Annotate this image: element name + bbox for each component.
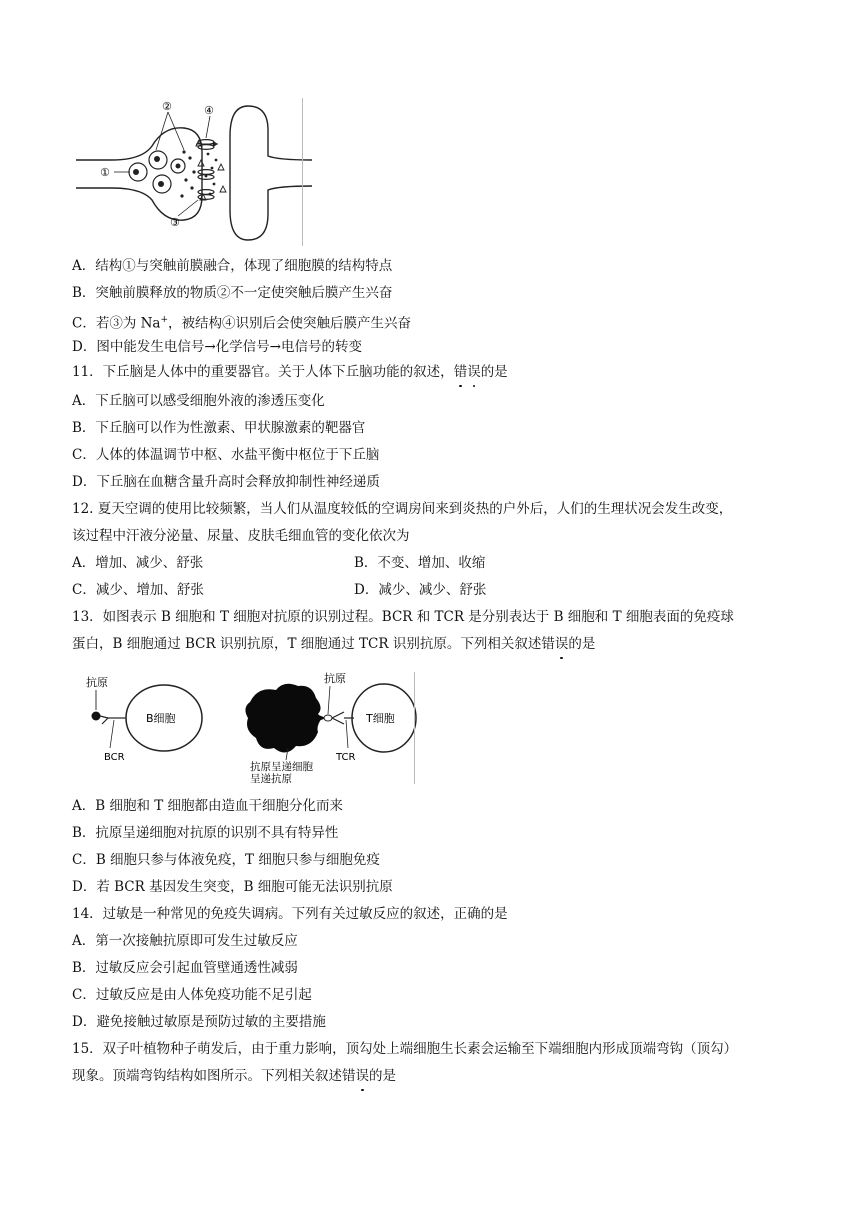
q14-option-d: D．避免接触过敏原是预防过敏的主要措施	[72, 1014, 326, 1030]
q13-option-d: D．若 BCR 基因发生突变，B 细胞可能无法识别抗原	[72, 879, 393, 895]
q10-option-c	[72, 310, 411, 334]
q13-stem-post: 的是	[568, 636, 596, 652]
q10-option-c-pre: C．若③为 Na	[72, 315, 161, 332]
label-apc-line2: 呈递抗原	[250, 773, 292, 785]
q10-option-c-post: ，被结构④识别后会使突触后膜产生兴奋	[168, 315, 412, 332]
label-t-cell: T细胞	[366, 712, 395, 725]
q11-option-b: B．下丘脑可以作为性激素、甲状腺激素的靶器官	[72, 420, 366, 436]
synapse-figure	[72, 96, 312, 248]
q11-stem-post: 的是	[480, 364, 508, 380]
q10-option-d: D．图中能发生电信号→化学信号→电信号的转变	[72, 339, 362, 355]
synapse-label-4: ④	[204, 104, 214, 117]
q15-stem-post: 的是	[369, 1068, 396, 1084]
q11-emph-1: 错	[453, 364, 468, 380]
cell-figure-border	[414, 672, 415, 784]
q10-option-a: A．结构①与突触前膜融合，体现了细胞膜的结构特点	[72, 258, 393, 274]
q13-stem-pre: 蛋白，B 细胞通过 BCR 识别抗原，T 细胞通过 TCR 识别抗原。下列相关叙述错	[72, 636, 555, 652]
cell-recognition-figure	[72, 668, 422, 786]
apc-shape	[245, 684, 322, 753]
q14-stem: 14．过敏是一种常见的免疫失调病。下列有关过敏反应的叙述，正确的是	[72, 906, 508, 922]
q10-option-c-sup: +	[160, 315, 169, 325]
synapse-label-3: ③	[170, 216, 180, 229]
q11-option-d: D．下丘脑在血糖含量升高时会释放抑制性神经递质	[72, 474, 380, 490]
q15-stem-line2	[72, 1066, 396, 1086]
q15-stem-line1: 15．双子叶植物种子萌发后，由于重力影响，顶勾处上端细胞生长素会运输至下端细胞内形成顶端弯钩（顶勾）	[72, 1041, 738, 1057]
q11-stem-pre: 11．下丘脑是人体中的重要器官。关于人体下丘脑功能的叙述，	[72, 364, 454, 380]
q11-option-a: A．下丘脑可以感受细胞外液的渗透压变化	[72, 393, 325, 409]
q14-option-c: C．过敏反应是由人体免疫功能不足引起	[72, 987, 312, 1003]
q12-stem-line2: 该过程中汗液分泌量、尿量、皮肤毛细血管的变化依次为	[72, 528, 410, 544]
q11-stem	[72, 362, 508, 382]
q13-option-b: B．抗原呈递细胞对抗原的识别不具有特异性	[72, 825, 339, 841]
q12-option-c: C．减少、增加、舒张	[72, 582, 204, 598]
q11-emph-2: 误	[467, 364, 481, 380]
label-bcr: BCR	[104, 752, 125, 763]
q12-options-row2	[72, 580, 487, 600]
q12-option-b: B．不变、增加、收缩	[354, 555, 486, 571]
q14-option-a: A．第一次接触抗原即可发生过敏反应	[72, 933, 298, 949]
q14-option-b: B．过敏反应会引起血管壁通透性减弱	[72, 960, 298, 976]
label-b-cell: B细胞	[146, 712, 176, 725]
q10-option-b: B．突触前膜释放的物质②不一定使突触后膜产生兴奋	[72, 285, 393, 301]
q13-stem-line2	[72, 634, 595, 654]
synapse-figure-border	[302, 98, 303, 246]
q12-option-d: D．减少、减少、舒张	[354, 582, 487, 598]
q15-stem-pre: 现象。顶端弯钩结构如图所示。下列相关叙述错	[72, 1068, 356, 1084]
q12-stem-line1: 12. 夏天空调的使用比较频繁，当人们从温度较低的空调房间来到炎热的户外后，人们的生理状况会发生改变，	[72, 501, 733, 517]
q13-option-a: A．B 细胞和 T 细胞都由造血干细胞分化而来	[72, 798, 344, 814]
q12-option-a: A．增加、减少、舒张	[72, 555, 204, 571]
label-antigen-right: 抗原	[324, 672, 346, 685]
synapse-label-1: ①	[100, 166, 110, 179]
q13-stem-line1: 13．如图表示 B 细胞和 T 细胞对抗原的识别过程。BCR 和 TCR 是分别表达于 B 细胞和 T 细胞表面的免疫球	[72, 609, 734, 625]
q12-options-row1	[72, 553, 486, 573]
q13-option-c: C．B 细胞只参与体液免疫，T 细胞只参与细胞免疫	[72, 852, 380, 868]
label-tcr: TCR	[336, 752, 356, 763]
q13-emph: 误	[554, 636, 569, 652]
synapse-label-2: ②	[162, 100, 172, 113]
q11-option-c: C．人体的体温调节中枢、水盐平衡中枢位于下丘脑	[72, 447, 380, 463]
q15-emph: 误	[355, 1068, 369, 1084]
label-apc-line1: 抗原呈递细胞	[250, 761, 313, 773]
label-antigen-left: 抗原	[86, 676, 108, 689]
